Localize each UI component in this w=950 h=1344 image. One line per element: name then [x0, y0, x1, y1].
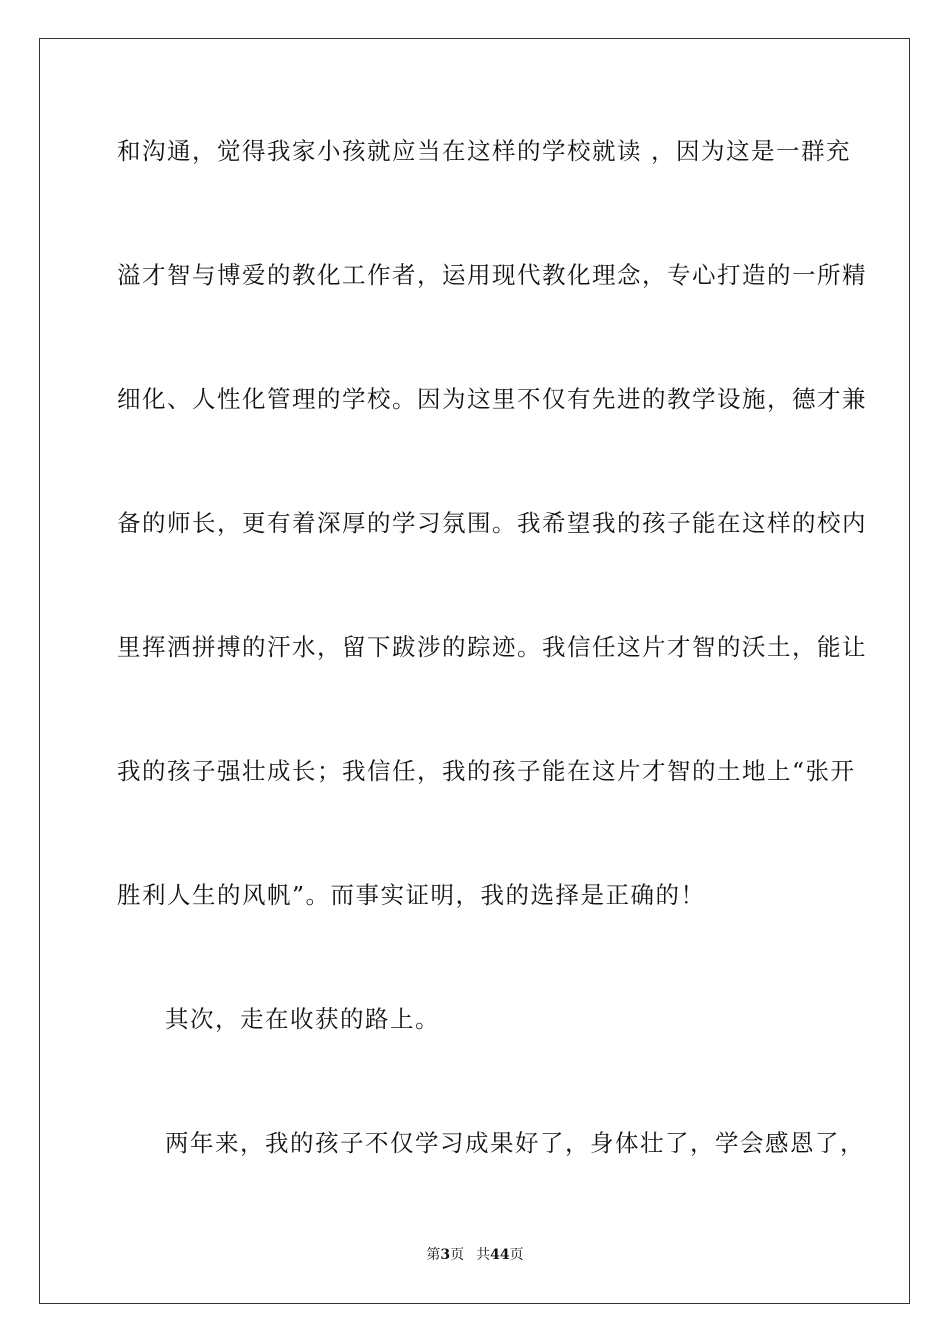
- paragraph-line-3: 细化、人性化管理的学校。因为这里不仅有先进的教学设施，德才兼: [117, 385, 867, 413]
- footer-total-pages: 44: [490, 1247, 510, 1263]
- paragraph-line-1: 和沟通，觉得我家小孩就应当在这样的学校就读 ，因为这是一群充: [117, 137, 851, 165]
- paragraph-line-6: 我的孩子强壮成长；我信任，我的孩子能在这片才智的土地上“张开: [117, 757, 856, 785]
- paragraph-line-2: 溢才智与博爱的教化工作者，运用现代教化理念，专心打造的一所精: [117, 261, 867, 289]
- footer-total-suffix: 页: [509, 1247, 524, 1263]
- paragraph-line-5: 里挥洒拼搏的汗水，留下跋涉的踪迹。我信任这片才智的沃土，能让: [117, 633, 867, 661]
- footer-page-prefix: 第: [426, 1247, 441, 1263]
- footer-page-number: 3: [440, 1247, 451, 1263]
- paragraph-line-7: 胜利人生的风帆”。而事实证明，我的选择是正确的！: [117, 881, 706, 909]
- footer-total-prefix: 共: [476, 1247, 491, 1263]
- page-border: [39, 38, 910, 1304]
- paragraph-heading-line: 其次，走在收获的路上。: [165, 1005, 440, 1033]
- page-footer: [0, 1245, 950, 1265]
- paragraph-line-9: 两年来，我的孩子不仅学习成果好了，身体壮了，学会感恩了，: [165, 1129, 865, 1157]
- paragraph-line-4: 备的师长，更有着深厚的学习氛围。我希望我的孩子能在这样的校内: [117, 509, 867, 537]
- footer-page-suffix: 页: [450, 1247, 465, 1263]
